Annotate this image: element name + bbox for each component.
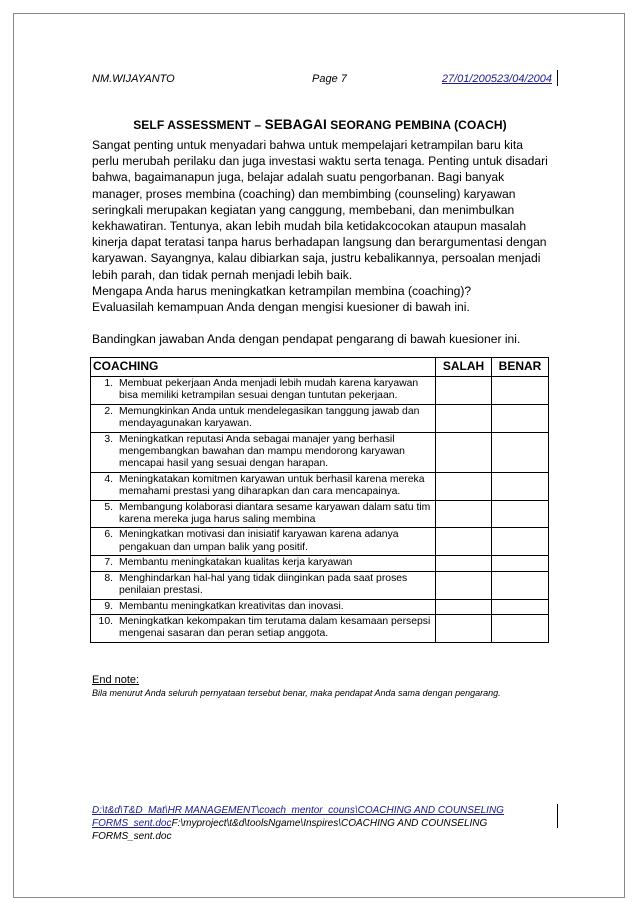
table-row bbox=[91, 472, 549, 500]
table-header-row bbox=[91, 358, 549, 377]
title-suffix: SEORANG PEMBINA (COACH) bbox=[326, 118, 507, 132]
footer-path-line1: D:\t&d\T&D_Mat\HR MANAGEMENT\coach_mentor_couns\COACHING AND COUNSELING bbox=[92, 805, 504, 816]
question-paragraph: Mengapa Anda harus meningkatkan ketrampilan membina (coaching)? bbox=[92, 283, 472, 298]
statement-text: Membantu meningkatkan kreativitas dan inovasi. bbox=[119, 600, 344, 612]
statement-text: Menghindarkan hal-hal yang tidak diinginkan pada saat proses penilaian prestasi. bbox=[119, 572, 408, 597]
body-text bbox=[92, 137, 552, 347]
page-header bbox=[92, 73, 552, 89]
end-note-text: Bila menurut Anda seluruh pernyataan tersebut benar, maka pendapat Anda sama dengan pengarang. bbox=[92, 688, 501, 698]
statement-number: 8. bbox=[104, 572, 113, 584]
header-author: NM.WIJAYANTO bbox=[92, 73, 175, 85]
statement-cell bbox=[91, 556, 436, 571]
statement-text: Membantu meningkatakan kualitas kerja karyawan bbox=[119, 557, 353, 569]
footer-path-line2b: F:\myproject\t&d\toolsNgame\Inspires\COACHING AND COUNSELING FORMS_sent.doc bbox=[92, 818, 488, 842]
page-border-left bbox=[13, 13, 14, 898]
statement-number: 4. bbox=[104, 473, 113, 485]
statement-cell bbox=[91, 377, 436, 405]
benar-answer-cell[interactable] bbox=[492, 472, 549, 500]
benar-answer-cell[interactable] bbox=[492, 571, 549, 599]
benar-answer-cell[interactable] bbox=[492, 556, 549, 571]
benar-answer-cell[interactable] bbox=[492, 500, 549, 528]
salah-answer-cell[interactable] bbox=[436, 377, 492, 405]
salah-answer-cell[interactable] bbox=[436, 528, 492, 556]
page-border-bottom bbox=[13, 897, 625, 898]
table-row bbox=[91, 614, 549, 642]
page-footer bbox=[92, 804, 554, 843]
statement-number: 10. bbox=[98, 615, 113, 627]
table-row bbox=[91, 432, 549, 472]
compare-paragraph: Bandingkan jawaban Anda dengan pendapat pengarang di bawah kuesioner ini. bbox=[92, 332, 521, 347]
statement-cell bbox=[91, 614, 436, 642]
end-note-label: End note: bbox=[92, 674, 140, 686]
benar-answer-cell[interactable] bbox=[492, 528, 549, 556]
table-row bbox=[91, 528, 549, 556]
benar-answer-cell[interactable] bbox=[492, 599, 549, 614]
statement-cell bbox=[91, 500, 436, 528]
salah-answer-cell[interactable] bbox=[436, 404, 492, 432]
change-bar-footer bbox=[557, 804, 558, 828]
salah-answer-cell[interactable] bbox=[436, 432, 492, 472]
salah-answer-cell[interactable] bbox=[436, 556, 492, 571]
salah-answer-cell[interactable] bbox=[436, 472, 492, 500]
statement-text: Meningkatkan reputasi Anda sebagai manajer yang berhasil mengembangkan bawahan dan mampu mendorong karyawan mencapai hasil yang sesuai dengan harapan. bbox=[119, 433, 405, 470]
statement-number: 2. bbox=[104, 405, 113, 417]
statement-cell bbox=[91, 571, 436, 599]
statement-text: Meningkatkan kekompakan tim terutama dalam kesamaan persepsi mengenai sasaran dan peran setiap anggota. bbox=[119, 615, 431, 640]
header-page-number: Page 7 bbox=[312, 73, 347, 85]
statement-text: Memungkinkan Anda untuk mendelegasikan tanggung jawab dan mendayagunakan karyawan. bbox=[119, 405, 420, 430]
statement-number: 1. bbox=[104, 378, 113, 389]
page-border-top bbox=[13, 13, 625, 14]
table-row bbox=[91, 404, 549, 432]
change-bar-header bbox=[557, 70, 558, 86]
intro-paragraph: Sangat penting untuk menyadari bahwa untuk mempelajari ketrampilan baru kita perlu merubah perilaku dan juga investasi waktu serta tenaga. Penting untuk disadari bahwa, bagaimanapun juga, belajar adalah suatu pengorbanan. Bagi banyak manager, proses membina (coaching) dan membimbing (counseling) karyawan seringkali merupakan kegiatan yang canggung, membebani, dan menimbulkan kekhawatiran. Tentunya, akan lebih mudah bila ketidakcocokan ataupun masalah kinerja dapat teratasi tanpa harus berhadapan langsung dan berargumentasi dengan karyawan. Sayangnya, kalau dibiarkan saja, justru kebalikannya, persoalan menjadi lebih parah, dan tidak pernah menjadi lebih baik. bbox=[92, 138, 548, 282]
salah-answer-cell[interactable] bbox=[436, 500, 492, 528]
title-prefix: SELF ASSESSMENT – bbox=[133, 118, 265, 132]
table-row bbox=[91, 599, 549, 614]
salah-answer-cell[interactable] bbox=[436, 571, 492, 599]
salah-answer-cell[interactable] bbox=[436, 614, 492, 642]
instruction-paragraph: Evaluasilah kemampuan Anda dengan mengisi kuesioner di bawah ini. bbox=[92, 300, 470, 315]
statement-number: 9. bbox=[104, 600, 113, 612]
statement-cell bbox=[91, 472, 436, 500]
table-row bbox=[91, 571, 549, 599]
statement-text: Meningkatkan motivasi dan inisiatif karyawan karena adanya pengakuan dan umpan balik yang positif. bbox=[119, 529, 399, 553]
statement-text: Membuat pekerjaan Anda menjadi lebih mudah karena karyawan bisa memiliki ketrampilan sesuai dengan tuntutan pekerjaan. bbox=[119, 378, 419, 402]
statement-cell bbox=[91, 528, 436, 556]
benar-answer-cell[interactable] bbox=[492, 432, 549, 472]
table-row bbox=[91, 500, 549, 528]
statement-cell bbox=[91, 404, 436, 432]
footer-path-line2a: FORMS_sent.doc bbox=[92, 818, 172, 829]
statement-text: Membangung kolaborasi diantara sesame karyawan dalam satu tim karena mereka juga harus saling membina bbox=[119, 501, 431, 526]
statement-cell bbox=[91, 599, 436, 614]
statement-number: 6. bbox=[104, 529, 113, 541]
statement-text: Meningkatakan komitmen karyawan untuk berhasil karena mereka memahami prestasi yang diharapkan dan cara mencapainya. bbox=[119, 473, 425, 498]
header-date: 27/01/200523/04/2004 bbox=[441, 73, 552, 85]
benar-answer-cell[interactable] bbox=[492, 377, 549, 405]
statement-cell bbox=[91, 432, 436, 472]
header-coaching: COACHING bbox=[91, 358, 436, 377]
table-row bbox=[91, 377, 549, 405]
coaching-questionnaire-table bbox=[90, 357, 549, 643]
header-salah: SALAH bbox=[436, 358, 492, 377]
statement-number: 5. bbox=[104, 501, 113, 513]
statement-number: 3. bbox=[104, 433, 113, 445]
salah-answer-cell[interactable] bbox=[436, 599, 492, 614]
table-row bbox=[91, 556, 549, 571]
title-emphasis: SEBAGAI bbox=[264, 117, 327, 132]
page-border-right bbox=[624, 13, 625, 898]
end-note bbox=[92, 674, 501, 699]
document-title bbox=[92, 117, 548, 132]
benar-answer-cell[interactable] bbox=[492, 614, 549, 642]
benar-answer-cell[interactable] bbox=[492, 404, 549, 432]
header-benar: BENAR bbox=[492, 358, 549, 377]
statement-number: 7. bbox=[104, 557, 113, 569]
